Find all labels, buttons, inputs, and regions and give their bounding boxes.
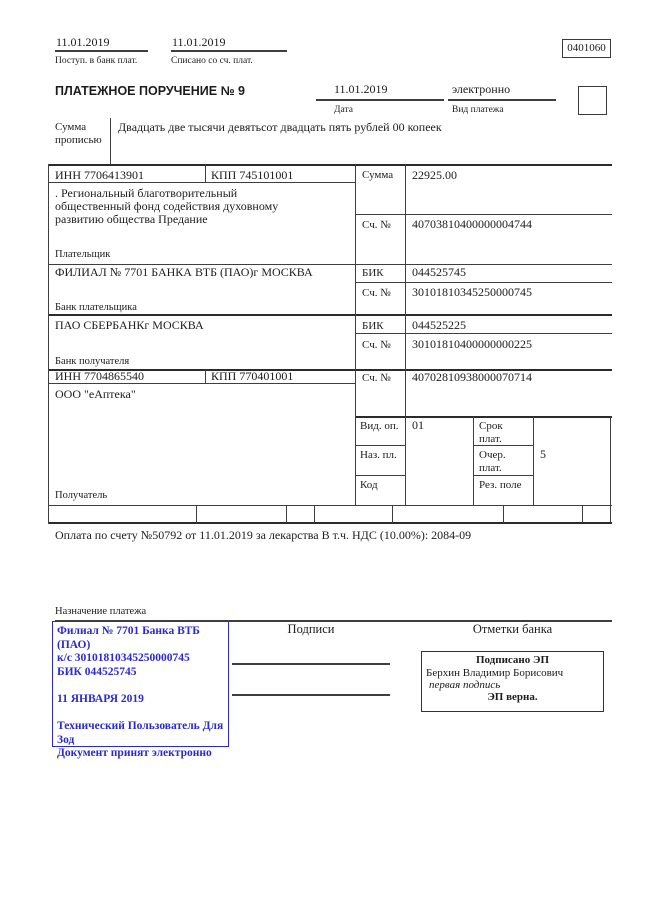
debited-date: 11.01.2019 — [172, 35, 226, 49]
payee-account-label: Сч. № — [362, 372, 391, 384]
payee-bank-label: Банк получателя — [55, 356, 130, 367]
table-line — [48, 182, 355, 183]
table-line — [355, 282, 612, 283]
table-line — [205, 164, 206, 182]
field-divider — [314, 505, 315, 523]
table-line — [473, 475, 533, 476]
signatures-label: Подписи — [287, 622, 335, 636]
payment-kind-underline — [448, 99, 556, 101]
op-kind-label: Вид. оп. — [360, 420, 399, 432]
table-line — [48, 164, 49, 524]
purpose-code-label: Наз. пл. — [360, 449, 397, 461]
payer-inn: ИНН 7706413901 — [55, 168, 144, 182]
payer-name-line1: . Региональный благотворительный — [55, 186, 238, 200]
payer-bank-bik: 044525745 — [412, 265, 466, 279]
table-line — [355, 445, 405, 446]
payee-kpp: КПП 770401001 — [211, 369, 294, 383]
payer-kpp: КПП 745101001 — [211, 168, 294, 182]
table-line — [473, 416, 474, 505]
payer-bank-account-label: Сч. № — [362, 287, 391, 299]
payee-bank-account: 30101810400000000225 — [412, 337, 532, 351]
term-label-2: плат. — [479, 433, 502, 445]
amount-words-label-2: прописью — [55, 134, 102, 146]
order-value: 5 — [540, 447, 546, 461]
stamp-line-3: БИК 044525745 — [57, 665, 137, 678]
payer-account: 40703810400000004744 — [412, 217, 532, 231]
signature-line-1 — [232, 663, 390, 665]
signature-line-2 — [232, 694, 390, 696]
date-underline — [316, 99, 444, 101]
payee-bank-name: ПАО СБЕРБАНКг МОСКВА — [55, 318, 204, 332]
stamp-line-5: Технический Пользователь Для — [57, 720, 224, 733]
status-box — [578, 86, 607, 115]
payee-account: 40702810938000070714 — [412, 370, 532, 384]
form-code-box — [562, 39, 611, 58]
stamp-line-7: Документ принят электронно — [57, 747, 212, 760]
payee-bank-account-label: Сч. № — [362, 339, 391, 351]
table-line — [473, 445, 533, 446]
signature-valid: ЭП верна. — [487, 691, 538, 703]
document-date: 11.01.2019 — [334, 82, 388, 96]
table-line — [355, 416, 612, 418]
table-line — [355, 333, 612, 334]
term-label-1: Срок — [479, 420, 503, 432]
purpose-label: Назначение платежа — [55, 606, 147, 617]
amount-words-label-1: Сумма — [55, 121, 87, 133]
table-line — [355, 214, 612, 215]
table-line — [48, 314, 612, 316]
bank-stamp — [52, 621, 229, 760]
payer-bank-name: ФИЛИАЛ № 7701 БАНКА ВТБ (ПАО)г МОСКВА — [55, 265, 313, 279]
payee-bank-bik-label: БИК — [362, 320, 384, 332]
field-divider — [582, 505, 583, 523]
payer-bank-label: Банк плательщика — [55, 302, 137, 313]
stamp-spacer — [57, 679, 224, 693]
received-date: 11.01.2019 — [56, 35, 110, 49]
amount-words-text: Двадцать две тысячи девятьсот двадцать пять рублей 00 копеек — [118, 120, 442, 134]
sum-label: Сумма — [362, 169, 394, 181]
payment-kind-label: Вид платежа — [452, 105, 504, 115]
field-divider — [392, 505, 393, 523]
payer-label: Плательщик — [55, 249, 111, 260]
received-date-label: Поступ. в банк плат. — [55, 56, 138, 66]
payer-account-label: Сч. № — [362, 219, 391, 231]
document-title: ПЛАТЕЖНОЕ ПОРУЧЕНИЕ № 9 — [55, 84, 245, 98]
table-line — [610, 416, 611, 523]
purpose-text: Оплата по счету №50792 от 11.01.2019 за лекарства В т.ч. НДС (10.00%): 2084-09 — [55, 528, 472, 542]
payer-name-line2: общественный фонд содействия духовному — [55, 199, 279, 213]
signed-title: Подписано ЭП — [475, 654, 550, 666]
stamp-line-6: Зод — [57, 733, 75, 746]
table-line — [205, 369, 206, 383]
stamp-spacer — [57, 707, 224, 721]
table-line — [355, 164, 356, 505]
signer-name: Берхин Владимир Борисович — [426, 667, 564, 679]
debited-date-label: Списано со сч. плат. — [171, 56, 253, 66]
date-label: Дата — [334, 105, 353, 115]
table-line — [48, 383, 355, 384]
form-code: 0401060 — [567, 42, 606, 54]
payment-kind: электронно — [452, 82, 511, 96]
table-line — [48, 505, 612, 506]
stamp-line-1: Филиал № 7701 Банка ВТБ (ПАО) — [57, 625, 200, 651]
table-line — [48, 164, 612, 166]
payer-bank-account: 30101810345250000745 — [412, 285, 532, 299]
stamp-line-2: к/с 30101810345250000745 — [57, 652, 190, 665]
payee-label: Получатель — [55, 490, 108, 501]
table-line — [405, 164, 406, 505]
stamp-line-4: 11 ЯНВАРЯ 2019 — [57, 692, 144, 705]
table-line — [355, 475, 405, 476]
op-kind-value: 01 — [412, 418, 424, 432]
payer-bank-bik-label: БИК — [362, 267, 384, 279]
table-line — [533, 416, 534, 505]
field-divider — [286, 505, 287, 523]
payee-bank-bik: 044525225 — [412, 318, 466, 332]
order-label-2: плат. — [479, 462, 502, 474]
amount-words-divider — [110, 118, 111, 165]
reserve-label: Рез. поле — [479, 479, 522, 491]
received-date-underline — [55, 50, 148, 52]
order-label-1: Очер. — [479, 449, 506, 461]
code-label: Код — [360, 479, 378, 491]
field-divider — [196, 505, 197, 523]
payer-name-line3: развитию общества Предание — [55, 212, 208, 226]
signature-kind: первая подпись — [429, 679, 501, 691]
debited-date-underline — [171, 50, 287, 52]
table-line — [48, 522, 612, 524]
payee-inn: ИНН 7704865540 — [55, 369, 144, 383]
payee-name: ООО "еАптека" — [55, 387, 136, 401]
field-divider — [503, 505, 504, 523]
sum-value: 22925.00 — [412, 168, 457, 182]
bank-marks-box — [421, 651, 604, 712]
bank-marks-label: Отметки банка — [472, 622, 553, 636]
